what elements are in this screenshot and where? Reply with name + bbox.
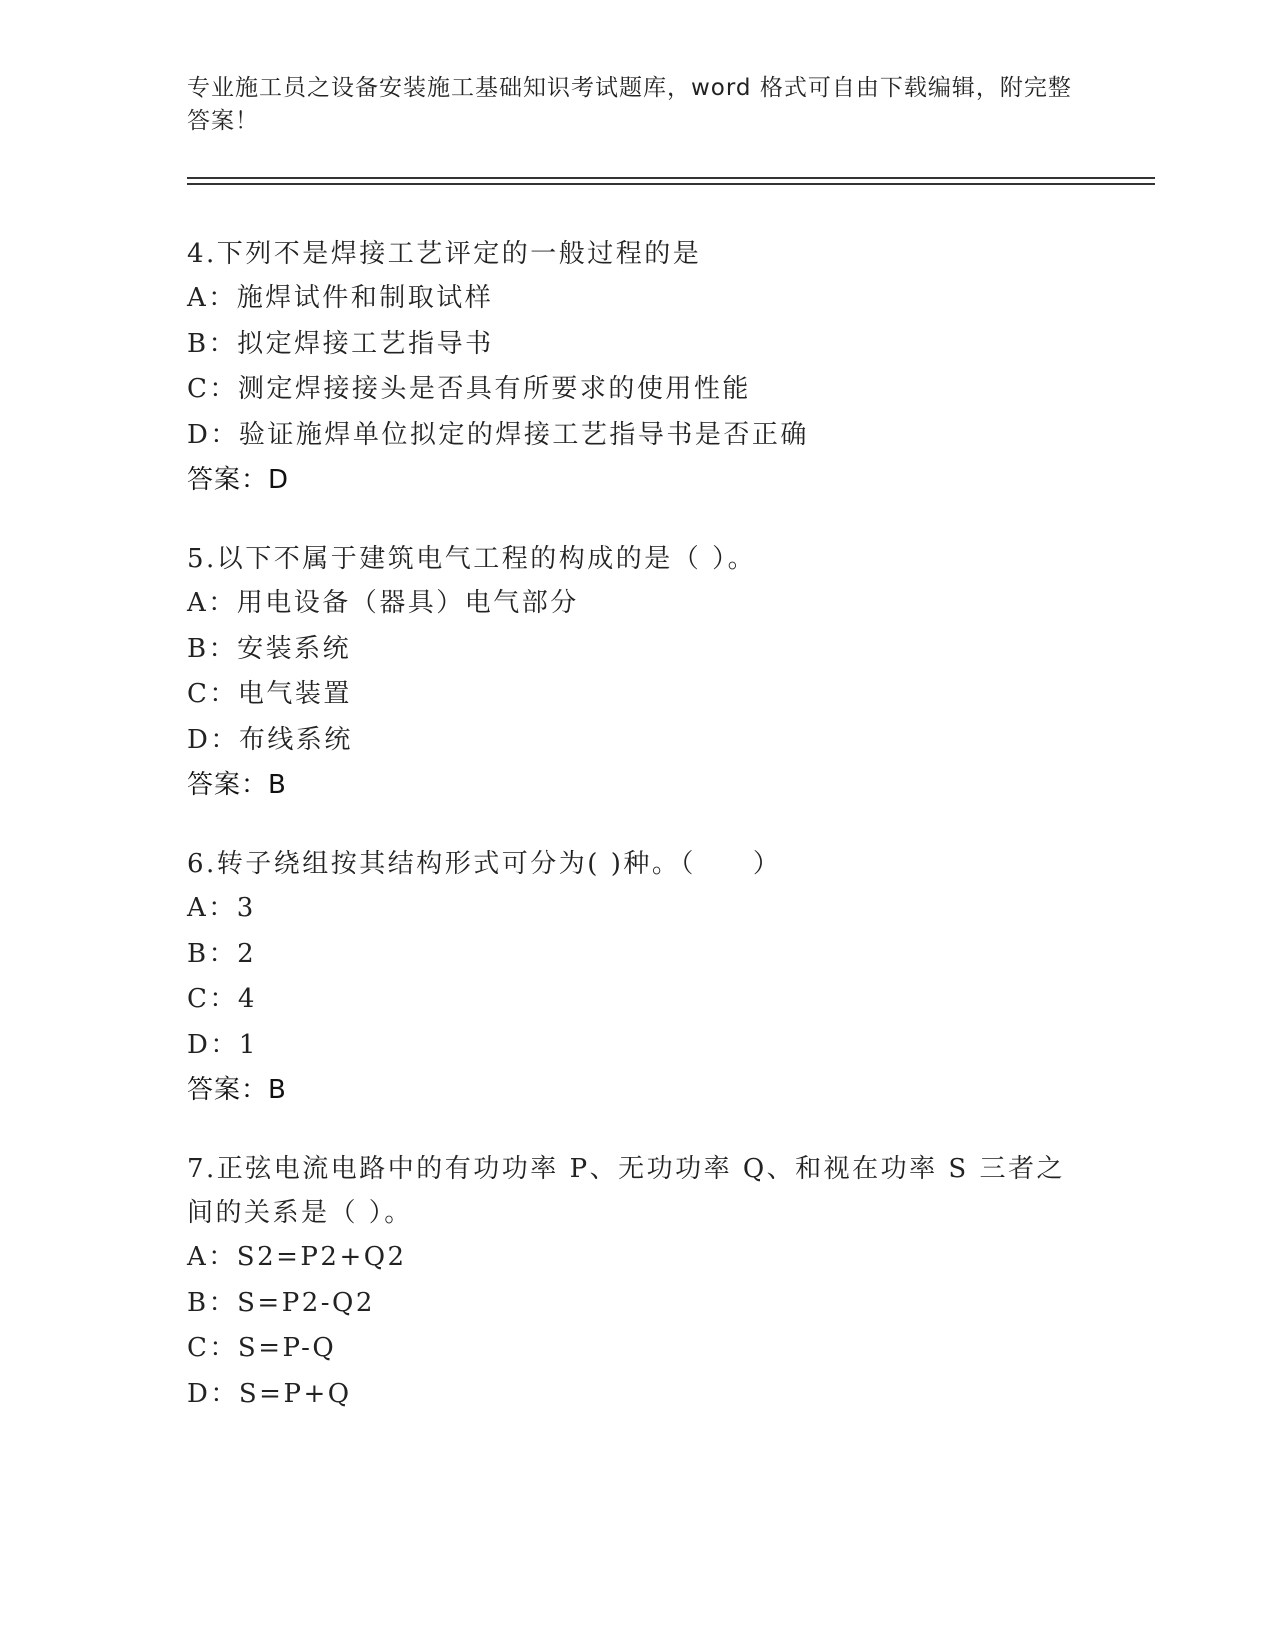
option-key: B： — [187, 328, 238, 359]
question-item — [187, 1147, 1087, 1417]
option-key: C： — [187, 984, 238, 1014]
option-key: D： — [187, 419, 239, 450]
option-text: 施焊试件和制取试样 — [236, 283, 494, 313]
document-header: 专业施工员之设备安装施工基础知识考试题库，word 格式可自由下载编辑，附完整答案！ — [187, 75, 1072, 134]
option-c — [187, 367, 1087, 413]
option-text: 验证施焊单位拟定的焊接工艺指导书是否正确 — [238, 419, 809, 450]
question-title: 6.转子绕组按其结构形式可分为( )种。（ ） — [187, 849, 782, 879]
question-list — [187, 232, 1087, 1451]
option-key: C： — [187, 1333, 238, 1363]
option-text: 4 — [237, 984, 257, 1014]
option-key: D： — [187, 724, 239, 755]
answer-line — [187, 1068, 1087, 1113]
question-title: 5.以下不属于建筑电气工程的构成的是（ ）。 — [187, 544, 757, 574]
option-text: S2=P2+Q2 — [236, 1242, 407, 1272]
question-title: 4.下列不是焊接工艺评定的一般过程的是 — [187, 239, 702, 269]
header-rule-top — [187, 177, 1155, 179]
option-b — [187, 932, 1087, 978]
option-key: C： — [187, 374, 238, 404]
answer-line — [187, 458, 1087, 503]
option-c — [187, 1326, 1087, 1372]
option-key: A： — [187, 283, 237, 313]
option-key: D： — [187, 1029, 239, 1060]
option-text: 测定焊接接头是否具有所要求的使用性能 — [237, 374, 751, 404]
option-a — [187, 886, 1087, 932]
option-key: B： — [187, 938, 238, 969]
option-text: 用电设备（器具）电气部分 — [236, 588, 579, 618]
option-d — [187, 1023, 1087, 1069]
option-text: 电气装置 — [237, 679, 352, 709]
option-text: 1 — [238, 1029, 258, 1060]
answer-label: 答案： — [187, 1075, 269, 1105]
option-text: 拟定焊接工艺指导书 — [237, 328, 494, 359]
question-title: 7.正弦电流电路中的有功功率 P、无功功率 Q、和视在功率 S 三者之间的关系是（ ）。 — [187, 1154, 1065, 1228]
option-b — [187, 627, 1087, 673]
option-key: B： — [187, 633, 238, 664]
option-b — [187, 322, 1087, 368]
option-d — [187, 1372, 1087, 1418]
answer-label: 答案： — [187, 770, 269, 800]
option-c — [187, 977, 1087, 1023]
option-key: A： — [187, 1242, 237, 1272]
answer-value: B — [268, 770, 287, 800]
question-item — [187, 537, 1087, 808]
question-item — [187, 232, 1087, 503]
option-key: A： — [187, 588, 237, 618]
option-a — [187, 581, 1087, 627]
question-item — [187, 842, 1087, 1113]
option-text: 2 — [237, 938, 257, 969]
option-c — [187, 672, 1087, 718]
option-d — [187, 718, 1087, 764]
option-text: 3 — [236, 893, 256, 923]
answer-label: 答案： — [187, 465, 269, 495]
option-text: S=P-Q — [237, 1333, 337, 1363]
header-rule-bottom — [187, 183, 1155, 185]
answer-line — [187, 763, 1087, 808]
option-b — [187, 1281, 1087, 1327]
option-text: S=P2-Q2 — [237, 1287, 375, 1318]
option-key: D： — [187, 1378, 239, 1409]
option-d — [187, 413, 1087, 459]
option-key: A： — [187, 893, 237, 923]
option-a — [187, 276, 1087, 322]
answer-value: D — [268, 465, 290, 495]
answer-value: B — [268, 1075, 287, 1105]
option-key: B： — [187, 1287, 238, 1318]
option-a — [187, 1235, 1087, 1281]
option-text: S=P+Q — [238, 1378, 352, 1409]
option-text: 布线系统 — [238, 724, 353, 755]
option-text: 安装系统 — [237, 633, 352, 664]
option-key: C： — [187, 679, 238, 709]
